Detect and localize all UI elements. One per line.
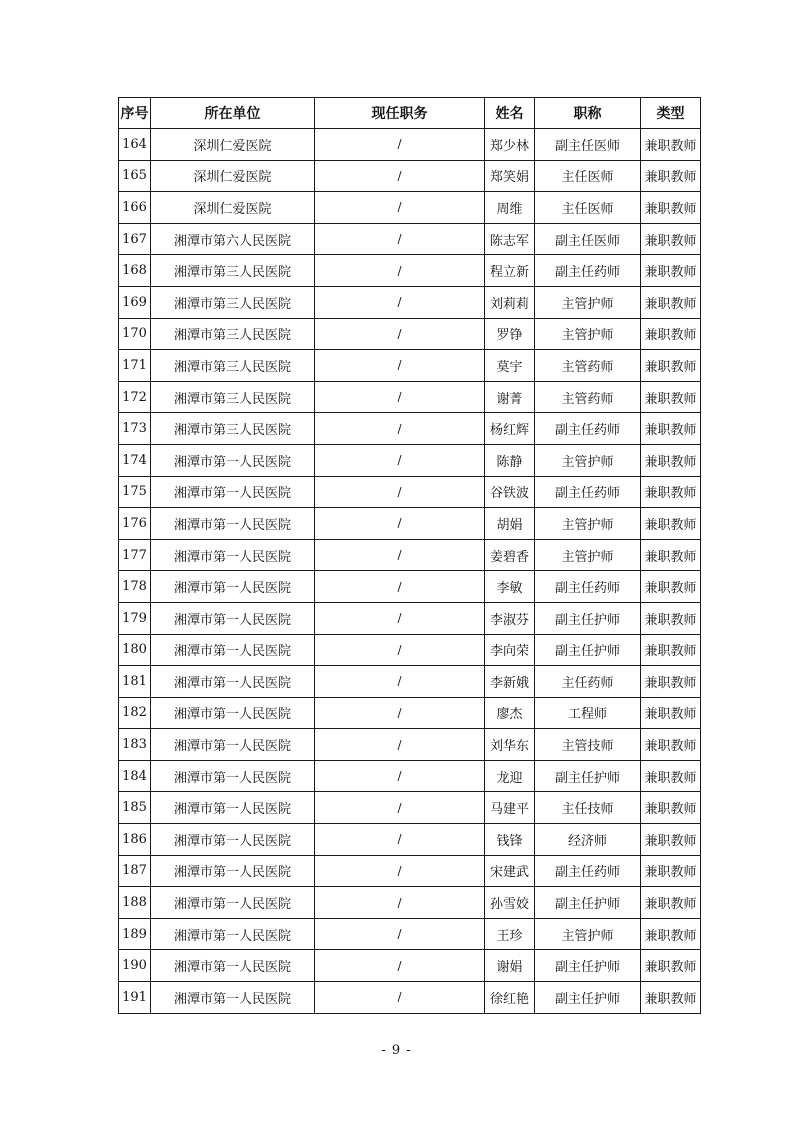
cell-no: 176: [119, 508, 151, 540]
cell-name: 谢菁: [485, 381, 535, 413]
cell-position: /: [315, 918, 485, 950]
table-row: [119, 192, 701, 224]
cell-position: /: [315, 855, 485, 887]
cell-type: 兼职教师: [641, 697, 701, 729]
table-row: [119, 602, 701, 634]
cell-type: 兼职教师: [641, 286, 701, 318]
cell-type: 兼职教师: [641, 318, 701, 350]
cell-type: 兼职教师: [641, 571, 701, 603]
cell-position: /: [315, 666, 485, 698]
cell-no: 172: [119, 381, 151, 413]
cell-no: 169: [119, 286, 151, 318]
cell-unit: 湘潭市第一人民医院: [151, 855, 315, 887]
table-row: [119, 792, 701, 824]
table-row: [119, 160, 701, 192]
table-row: [119, 666, 701, 698]
cell-title: 主管技师: [535, 729, 641, 761]
cell-name: 钱锋: [485, 824, 535, 856]
cell-title: 副主任护师: [535, 634, 641, 666]
cell-position: /: [315, 508, 485, 540]
cell-unit: 湘潭市第一人民医院: [151, 571, 315, 603]
cell-name: 罗铮: [485, 318, 535, 350]
cell-no: 185: [119, 792, 151, 824]
table-body: [119, 129, 701, 1014]
cell-title: 主管护师: [535, 286, 641, 318]
cell-unit: 湘潭市第一人民医院: [151, 602, 315, 634]
cell-position: /: [315, 729, 485, 761]
cell-name: 周维: [485, 192, 535, 224]
cell-type: 兼职教师: [641, 918, 701, 950]
table-row: [119, 950, 701, 982]
cell-no: 187: [119, 855, 151, 887]
cell-name: 王珍: [485, 918, 535, 950]
cell-position: /: [315, 223, 485, 255]
cell-unit: 湘潭市第三人民医院: [151, 381, 315, 413]
cell-name: 陈静: [485, 444, 535, 476]
header-no: 序号: [119, 98, 151, 129]
cell-title: 主任药师: [535, 666, 641, 698]
cell-no: 167: [119, 223, 151, 255]
cell-title: 主管护师: [535, 508, 641, 540]
cell-type: 兼职教师: [641, 792, 701, 824]
cell-unit: 湘潭市第三人民医院: [151, 286, 315, 318]
cell-name: 郑笑娟: [485, 160, 535, 192]
cell-no: 173: [119, 413, 151, 445]
cell-unit: 湘潭市第三人民医院: [151, 413, 315, 445]
cell-unit: 湘潭市第一人民医院: [151, 697, 315, 729]
cell-unit: 湘潭市第一人民医院: [151, 887, 315, 919]
cell-type: 兼职教师: [641, 634, 701, 666]
header-row: [119, 98, 701, 129]
cell-position: /: [315, 192, 485, 224]
header-type: 类型: [641, 98, 701, 129]
cell-no: 184: [119, 760, 151, 792]
table-row: [119, 223, 701, 255]
table-row: [119, 255, 701, 287]
table-row: [119, 855, 701, 887]
cell-position: /: [315, 476, 485, 508]
cell-unit: 湘潭市第一人民医院: [151, 918, 315, 950]
cell-no: 179: [119, 602, 151, 634]
cell-title: 主管药师: [535, 350, 641, 382]
cell-position: /: [315, 634, 485, 666]
cell-name: 程立新: [485, 255, 535, 287]
table-row: [119, 982, 701, 1014]
cell-type: 兼职教师: [641, 508, 701, 540]
cell-no: 183: [119, 729, 151, 761]
cell-position: /: [315, 318, 485, 350]
cell-position: /: [315, 350, 485, 382]
cell-name: 李淑芬: [485, 602, 535, 634]
cell-title: 主管护师: [535, 539, 641, 571]
cell-type: 兼职教师: [641, 476, 701, 508]
cell-name: 刘莉莉: [485, 286, 535, 318]
cell-no: 182: [119, 697, 151, 729]
cell-unit: 湘潭市第一人民医院: [151, 760, 315, 792]
cell-title: 副主任药师: [535, 255, 641, 287]
cell-position: /: [315, 129, 485, 161]
cell-unit: 深圳仁爱医院: [151, 129, 315, 161]
table-row: [119, 350, 701, 382]
cell-title: 副主任护师: [535, 887, 641, 919]
cell-unit: 湘潭市第一人民医院: [151, 444, 315, 476]
cell-type: 兼职教师: [641, 950, 701, 982]
cell-type: 兼职教师: [641, 160, 701, 192]
cell-title: 副主任护师: [535, 950, 641, 982]
table-row: [119, 539, 701, 571]
cell-position: /: [315, 982, 485, 1014]
cell-name: 陈志军: [485, 223, 535, 255]
cell-no: 189: [119, 918, 151, 950]
cell-title: 主任医师: [535, 160, 641, 192]
table-row: [119, 918, 701, 950]
cell-type: 兼职教师: [641, 887, 701, 919]
cell-type: 兼职教师: [641, 824, 701, 856]
cell-position: /: [315, 413, 485, 445]
cell-position: /: [315, 286, 485, 318]
cell-title: 副主任医师: [535, 129, 641, 161]
cell-name: 莫宇: [485, 350, 535, 382]
table-row: [119, 444, 701, 476]
cell-position: /: [315, 792, 485, 824]
cell-type: 兼职教师: [641, 223, 701, 255]
cell-name: 胡娟: [485, 508, 535, 540]
cell-unit: 湘潭市第一人民医院: [151, 476, 315, 508]
cell-position: /: [315, 697, 485, 729]
cell-name: 徐红艳: [485, 982, 535, 1014]
cell-position: /: [315, 444, 485, 476]
cell-no: 191: [119, 982, 151, 1014]
table-row: [119, 697, 701, 729]
cell-no: 181: [119, 666, 151, 698]
cell-position: /: [315, 571, 485, 603]
cell-unit: 湘潭市第一人民医院: [151, 666, 315, 698]
table-row: [119, 381, 701, 413]
table-row: [119, 286, 701, 318]
cell-position: /: [315, 887, 485, 919]
table-row: [119, 729, 701, 761]
cell-type: 兼职教师: [641, 444, 701, 476]
cell-no: 186: [119, 824, 151, 856]
cell-unit: 湘潭市第一人民医院: [151, 982, 315, 1014]
cell-unit: 湘潭市第三人民医院: [151, 255, 315, 287]
cell-unit: 湘潭市第一人民医院: [151, 824, 315, 856]
cell-title: 经济师: [535, 824, 641, 856]
cell-no: 188: [119, 887, 151, 919]
cell-no: 166: [119, 192, 151, 224]
cell-type: 兼职教师: [641, 602, 701, 634]
cell-unit: 湘潭市第一人民医院: [151, 508, 315, 540]
staff-table: [118, 97, 701, 1014]
header-position: 现任职务: [315, 98, 485, 129]
cell-name: 刘华东: [485, 729, 535, 761]
table-row: [119, 824, 701, 856]
cell-title: 副主任护师: [535, 760, 641, 792]
cell-unit: 湘潭市第六人民医院: [151, 223, 315, 255]
cell-type: 兼职教师: [641, 129, 701, 161]
cell-title: 副主任医师: [535, 223, 641, 255]
cell-title: 副主任护师: [535, 982, 641, 1014]
cell-name: 李向荣: [485, 634, 535, 666]
cell-type: 兼职教师: [641, 381, 701, 413]
cell-position: /: [315, 950, 485, 982]
cell-name: 姜碧香: [485, 539, 535, 571]
cell-position: /: [315, 760, 485, 792]
table-header: [119, 98, 701, 129]
cell-title: 副主任药师: [535, 855, 641, 887]
cell-unit: 深圳仁爱医院: [151, 160, 315, 192]
table-row: [119, 508, 701, 540]
header-unit: 所在单位: [151, 98, 315, 129]
cell-position: /: [315, 255, 485, 287]
cell-position: /: [315, 602, 485, 634]
cell-type: 兼职教师: [641, 413, 701, 445]
cell-name: 李敏: [485, 571, 535, 603]
cell-unit: 湘潭市第一人民医院: [151, 539, 315, 571]
cell-unit: 湘潭市第三人民医院: [151, 350, 315, 382]
cell-title: 主任医师: [535, 192, 641, 224]
cell-type: 兼职教师: [641, 192, 701, 224]
cell-unit: 湘潭市第一人民医院: [151, 729, 315, 761]
cell-title: 副主任药师: [535, 476, 641, 508]
cell-name: 宋建武: [485, 855, 535, 887]
cell-position: /: [315, 381, 485, 413]
page-number: - 9 -: [381, 1043, 412, 1058]
header-title: 职称: [535, 98, 641, 129]
cell-no: 171: [119, 350, 151, 382]
cell-title: 主管护师: [535, 918, 641, 950]
cell-name: 郑少林: [485, 129, 535, 161]
cell-type: 兼职教师: [641, 760, 701, 792]
cell-title: 副主任护师: [535, 602, 641, 634]
cell-no: 174: [119, 444, 151, 476]
cell-name: 谢娟: [485, 950, 535, 982]
cell-no: 190: [119, 950, 151, 982]
cell-no: 175: [119, 476, 151, 508]
cell-type: 兼职教师: [641, 729, 701, 761]
cell-name: 杨红辉: [485, 413, 535, 445]
table-row: [119, 634, 701, 666]
cell-type: 兼职教师: [641, 255, 701, 287]
cell-position: /: [315, 824, 485, 856]
header-name: 姓名: [485, 98, 535, 129]
cell-no: 180: [119, 634, 151, 666]
table-row: [119, 571, 701, 603]
cell-title: 主管护师: [535, 444, 641, 476]
cell-name: 龙迎: [485, 760, 535, 792]
cell-no: 170: [119, 318, 151, 350]
cell-unit: 深圳仁爱医院: [151, 192, 315, 224]
cell-name: 李新娥: [485, 666, 535, 698]
cell-no: 178: [119, 571, 151, 603]
cell-title: 副主任药师: [535, 413, 641, 445]
cell-title: 工程师: [535, 697, 641, 729]
cell-type: 兼职教师: [641, 539, 701, 571]
cell-no: 177: [119, 539, 151, 571]
cell-unit: 湘潭市第一人民医院: [151, 950, 315, 982]
table-row: [119, 887, 701, 919]
cell-unit: 湘潭市第一人民医院: [151, 792, 315, 824]
cell-title: 主管药师: [535, 381, 641, 413]
cell-no: 165: [119, 160, 151, 192]
table-row: [119, 413, 701, 445]
cell-position: /: [315, 539, 485, 571]
table-row: [119, 318, 701, 350]
cell-name: 孙雪姣: [485, 887, 535, 919]
cell-title: 主任技师: [535, 792, 641, 824]
table-row: [119, 760, 701, 792]
cell-title: 副主任药师: [535, 571, 641, 603]
cell-type: 兼职教师: [641, 350, 701, 382]
cell-position: /: [315, 160, 485, 192]
cell-title: 主管护师: [535, 318, 641, 350]
cell-no: 168: [119, 255, 151, 287]
cell-type: 兼职教师: [641, 855, 701, 887]
table-row: [119, 129, 701, 161]
cell-name: 马建平: [485, 792, 535, 824]
cell-type: 兼职教师: [641, 666, 701, 698]
cell-name: 谷铁波: [485, 476, 535, 508]
cell-unit: 湘潭市第一人民医院: [151, 634, 315, 666]
cell-name: 廖杰: [485, 697, 535, 729]
table-row: [119, 476, 701, 508]
cell-unit: 湘潭市第三人民医院: [151, 318, 315, 350]
cell-no: 164: [119, 129, 151, 161]
cell-type: 兼职教师: [641, 982, 701, 1014]
